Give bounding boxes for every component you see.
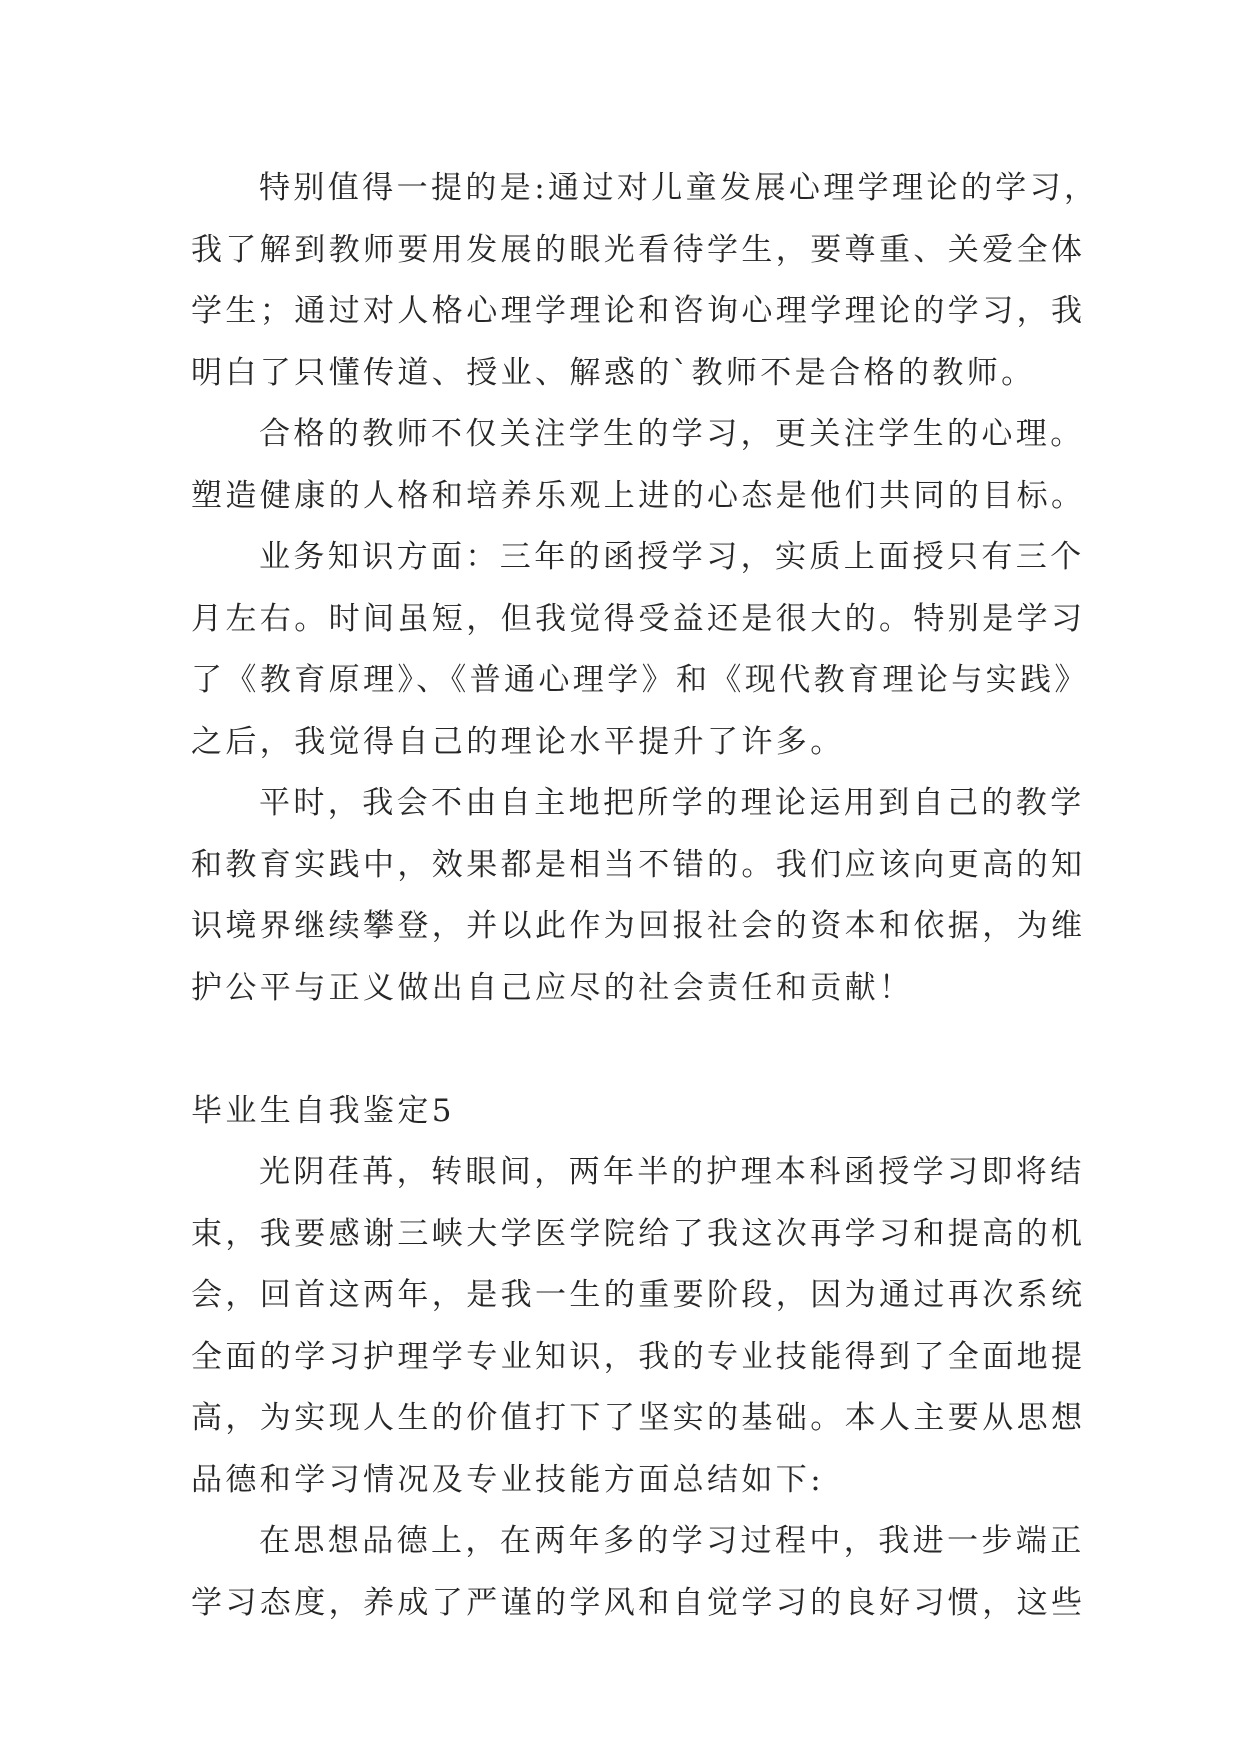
paragraph-line: 和教育实践中，效果都是相当不错的。我们应该向更高的知	[191, 846, 1086, 883]
paragraph-line: 学生；通过对人格心理学理论和咨询心理学理论的学习，我	[191, 293, 1086, 329]
paragraph-line: 月左右。时间虽短，但我觉得受益还是很大的。特别是学习	[191, 600, 1086, 637]
document-body	[191, 158, 1099, 1634]
paragraph-line: 之后，我觉得自己的理论水平提升了许多。	[191, 723, 845, 760]
paragraph-line: 全面的学习护理学专业知识，我的专业技能得到了全面地提	[191, 1338, 1086, 1375]
section-spacer	[191, 1019, 1071, 1081]
paragraph-line: 护公平与正义做出自己应尽的社会责任和贡献！	[191, 969, 914, 1006]
paragraph-line: 合格的教师不仅关注学生的学习，更关注学生的心理。	[259, 416, 1085, 452]
paragraph-line: 我了解到教师要用发展的眼光看待学生，要尊重、关爱全体	[191, 231, 1086, 268]
paragraph-line: 平时，我会不由自主地把所学的理论运用到自己的教学	[259, 785, 1085, 821]
paragraph-line: 光阴荏苒，转眼间，两年半的护理本科函授学习即将结	[259, 1154, 1085, 1190]
paragraph-line: 业务知识方面：三年的函授学习，实质上面授只有三个	[259, 539, 1085, 575]
paragraph-3	[191, 527, 1089, 773]
paragraph-line: 识境界继续攀登，并以此作为回报社会的资本和依据，为维	[191, 908, 1086, 944]
section-paragraph-2	[191, 1511, 1086, 1634]
paragraph-line: 在思想品德上，在两年多的学习过程中，我进一步端正	[259, 1523, 1085, 1559]
paragraph-line: 会，回首这两年，是我一生的重要阶段，因为通过再次系统	[191, 1277, 1086, 1313]
paragraph-line: 学习态度，养成了严谨的学风和自觉学习的良好习惯，这些	[191, 1584, 1086, 1621]
paragraph-line: 特别值得一提的是:通过对儿童发展心理学理论的学习，	[259, 170, 1099, 206]
paragraph-4	[191, 773, 1086, 1019]
paragraph-line: 明白了只懂传道、授业、解惑的`教师不是合格的教师。	[191, 354, 1036, 391]
section-heading: 毕业生自我鉴定5	[191, 1092, 455, 1129]
paragraph-line: 高，为实现人生的价值打下了坚实的基础。本人主要从思想	[191, 1400, 1086, 1436]
paragraph-line: 塑造健康的人格和培养乐观上进的心态是他们共同的目标。	[191, 477, 1086, 514]
paragraph-line: 品德和学习情况及专业技能方面总结如下:	[191, 1461, 825, 1498]
paragraph-line: 了《教育原理》、《普通心理学》和《现代教育理论与实践》	[191, 662, 1089, 698]
paragraph-line: 束，我要感谢三峡大学医学院给了我这次再学习和提高的机	[191, 1215, 1086, 1252]
paragraph-2	[191, 404, 1086, 527]
paragraph-1	[191, 158, 1099, 404]
section-paragraph-1	[191, 1142, 1086, 1511]
